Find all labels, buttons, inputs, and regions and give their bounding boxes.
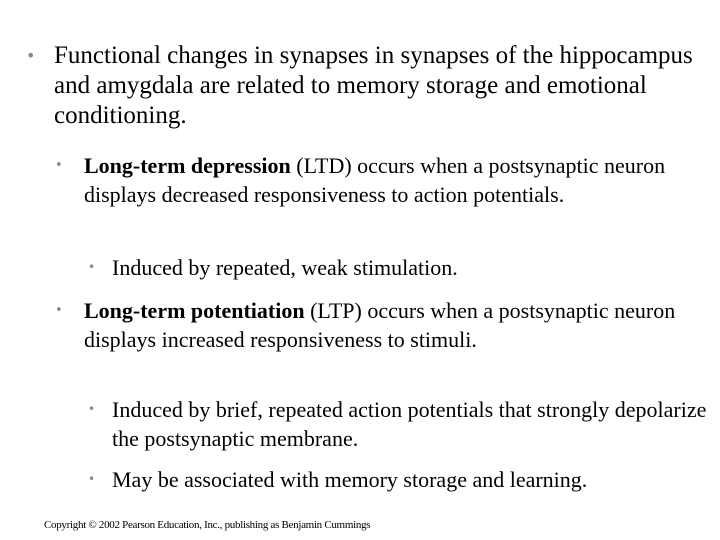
ltp-text: [84, 296, 705, 354]
main-bullet-text: Functional changes in synapses in synapses of the hippocampus and amygdala are related to memory storage and emotional conditioning.: [54, 42, 693, 129]
bullet-icon: •: [55, 303, 63, 318]
ltp-sub-bullet-1: [88, 395, 708, 453]
ltd-sub-bullet: [88, 253, 708, 282]
bullet-icon: •: [88, 472, 96, 486]
ltd-abbr: (LTD): [296, 153, 352, 178]
bullet-icon: •: [26, 46, 36, 65]
ltp-sub-bullet-2: [88, 465, 708, 494]
ltp-sub-text-2: May be associated with memory storage and learning.: [112, 467, 588, 492]
ltd-bullet: [55, 151, 705, 209]
ltd-sub-text: Induced by repeated, weak stimulation.: [112, 255, 458, 280]
main-bullet: [26, 41, 706, 131]
copyright-notice: Copyright © 2002 Pearson Education, Inc., publishing as Benjamin Cummings: [44, 519, 371, 531]
bullet-icon: •: [55, 158, 63, 173]
ltp-sub-text-1: Induced by brief, repeated action potentials that strongly depolarize the postsynaptic membrane.: [112, 397, 707, 451]
ltd-term: Long-term depression: [84, 153, 291, 178]
ltd-description: occurs when a postsynaptic neuron displays decreased responsiveness to action potentials.: [84, 153, 666, 207]
ltp-description: occurs when a postsynaptic neuron displays increased responsiveness to stimuli.: [84, 298, 676, 352]
ltp-abbr: (LTP): [310, 298, 362, 323]
ltp-term: Long-term potentiation: [84, 298, 305, 323]
bullet-icon: •: [88, 260, 96, 274]
bullet-icon: •: [88, 402, 96, 416]
ltp-bullet: [55, 296, 705, 354]
ltd-text: [84, 151, 705, 209]
